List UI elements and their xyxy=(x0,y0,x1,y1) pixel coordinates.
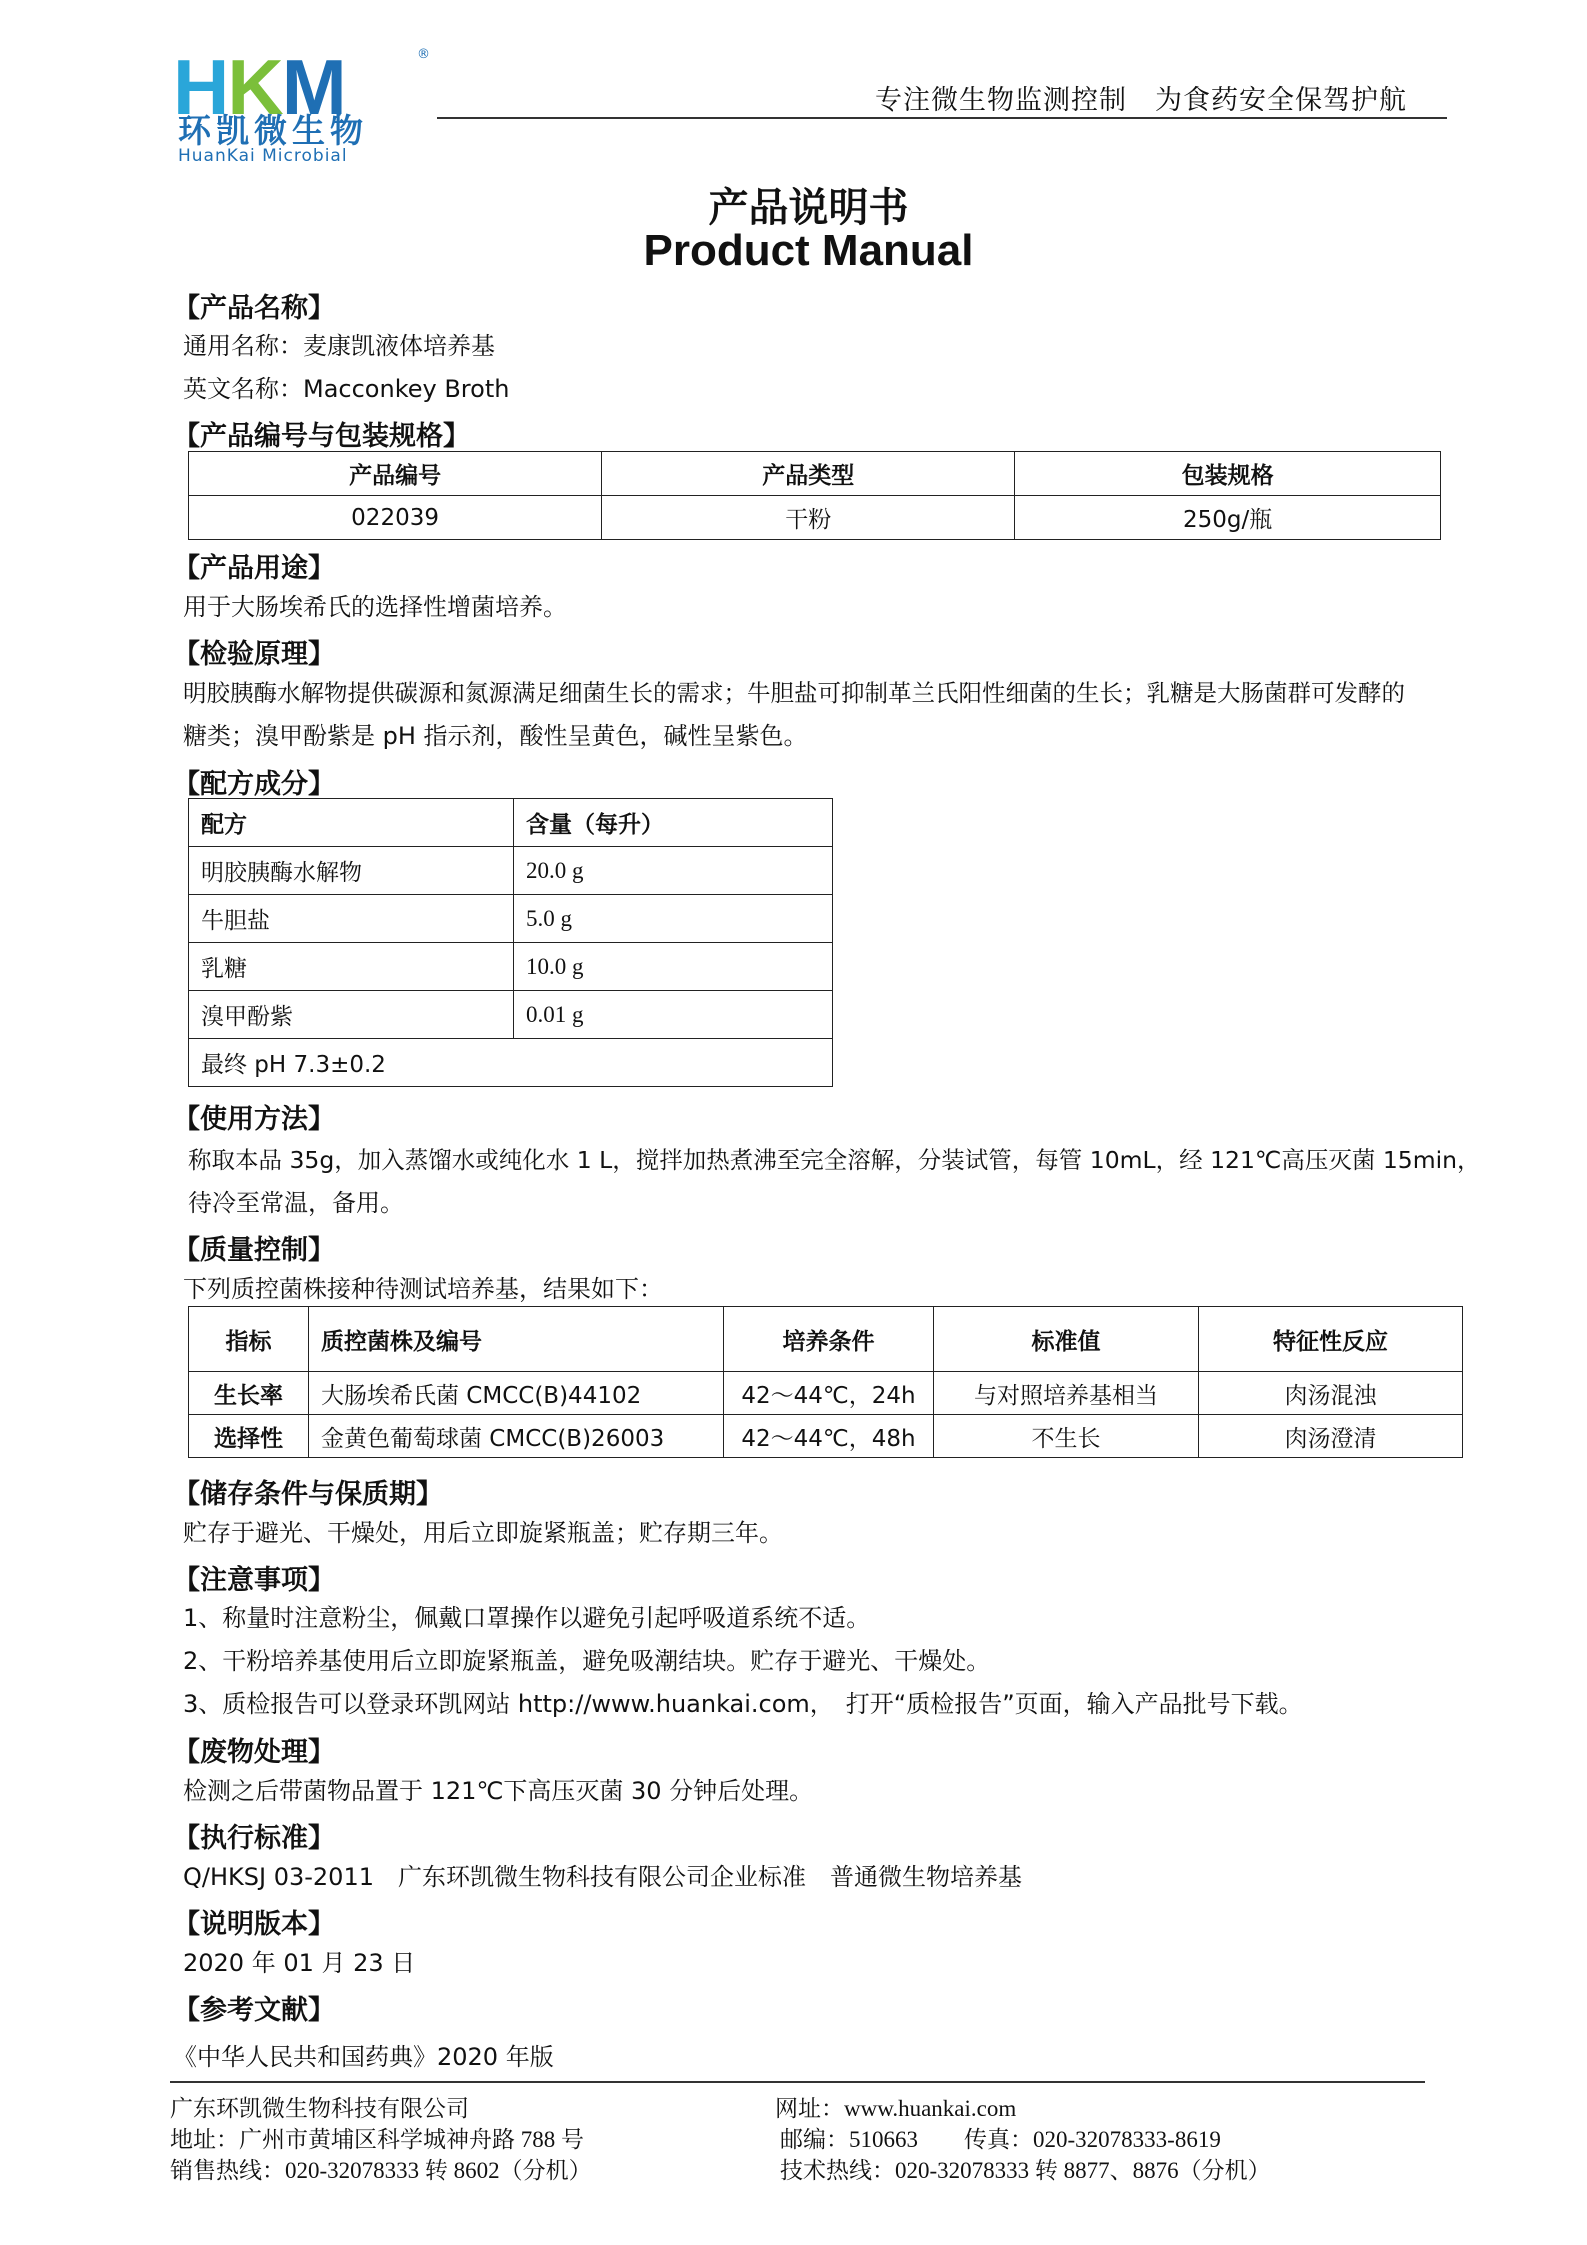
table-row xyxy=(189,847,833,895)
ingredient-amount: 20.0 g xyxy=(514,847,833,895)
table-header-cell: 配方 xyxy=(189,799,514,847)
section-heading-name: 【产品名称】 xyxy=(173,293,335,324)
ingredient-name: 乳糖 xyxy=(189,943,514,991)
qc-index: 选择性 xyxy=(189,1415,309,1458)
principle-line-2: 糖类；溴甲酚紫是 pH 指示剂，酸性呈黄色，碱性呈紫色。 xyxy=(183,722,808,750)
qc-standard: 不生长 xyxy=(934,1415,1199,1458)
qc-standard: 与对照培养基相当 xyxy=(934,1372,1199,1415)
qc-table xyxy=(188,1306,1463,1458)
table-header-row xyxy=(189,1307,1463,1372)
table-header-row xyxy=(189,799,833,847)
section-heading-storage: 【储存条件与保质期】 xyxy=(173,1479,443,1510)
principle-line-1: 明胶胰酶水解物提供碳源和氮源满足细菌生长的需求；牛胆盐可抑制革兰氏阳性细菌的生长；乳糖是大肠菌群可发酵的 xyxy=(183,679,1405,707)
final-ph: 最终 pH 7.3±0.2 xyxy=(189,1039,833,1087)
footer-sales-hotline: 销售热线：020-32078333 转 8602（分机） xyxy=(170,2158,592,2183)
table-header-cell: 质控菌株及编号 xyxy=(309,1307,724,1372)
ingredient-name: 溴甲酚紫 xyxy=(189,991,514,1039)
ingredient-amount: 5.0 g xyxy=(514,895,833,943)
package-spec: 250g/瓶 xyxy=(1015,496,1441,540)
note-item-2: 2、干粉培养基使用后立即旋紧瓶盖，避免吸潮结块。贮存于避光、干燥处。 xyxy=(183,1647,991,1675)
qc-reaction: 肉汤澄清 xyxy=(1199,1415,1463,1458)
table-row xyxy=(189,1039,833,1087)
table-header-cell: 培养条件 xyxy=(724,1307,934,1372)
product-type: 干粉 xyxy=(602,496,1015,540)
table-header-cell: 包装规格 xyxy=(1015,452,1441,496)
table-header-cell: 含量（每升） xyxy=(514,799,833,847)
note-item-3: 3、质检报告可以登录环凯网站 http://www.huankai.com， 打开“质检报告”页面，输入产品批号下载。 xyxy=(183,1690,1303,1718)
table-row xyxy=(189,496,1441,540)
section-heading-formula: 【配方成分】 xyxy=(173,769,335,800)
generic-name: 通用名称：麦康凯液体培养基 xyxy=(183,332,495,360)
title-chinese: 产品说明书 xyxy=(708,185,909,231)
ingredient-amount: 0.01 g xyxy=(514,991,833,1039)
method-line-2: 待冷至常温，备用。 xyxy=(188,1189,404,1217)
footer-website: 网址：www.huankai.com xyxy=(775,2096,1017,2121)
qc-reaction: 肉汤混浊 xyxy=(1199,1372,1463,1415)
product-code: 022039 xyxy=(189,496,602,540)
footer-postcode-fax: 邮编：510663 传真：020-32078333-8619 xyxy=(780,2127,1221,2152)
section-heading-version: 【说明版本】 xyxy=(173,1909,335,1940)
section-heading-standard: 【执行标准】 xyxy=(173,1823,335,1854)
table-row xyxy=(189,895,833,943)
ingredient-name: 牛胆盐 xyxy=(189,895,514,943)
table-header-cell: 指标 xyxy=(189,1307,309,1372)
version-date: 2020 年 01 月 23 日 xyxy=(183,1949,416,1977)
section-heading-principle: 【检验原理】 xyxy=(173,639,335,670)
table-row xyxy=(189,943,833,991)
qc-index: 生长率 xyxy=(189,1372,309,1415)
spec-table xyxy=(188,451,1441,540)
logo-english-name: HuanKai Microbial xyxy=(178,146,348,166)
waste-text: 检测之后带菌物品置于 121℃下高压灭菌 30 分钟后处理。 xyxy=(183,1777,814,1805)
table-row xyxy=(189,1415,1463,1458)
logo-chinese-name: 环凯微生物 xyxy=(178,111,368,150)
usage-text: 用于大肠埃希氏的选择性增菌培养。 xyxy=(183,593,567,621)
table-header-cell: 标准值 xyxy=(934,1307,1199,1372)
table-row xyxy=(189,991,833,1039)
qc-strain: 大肠埃希氏菌 CMCC(B)44102 xyxy=(309,1372,724,1415)
ingredient-amount: 10.0 g xyxy=(514,943,833,991)
table-header-cell: 产品类型 xyxy=(602,452,1015,496)
header-slogan: 专注微生物监测控制 为食药安全保驾护航 xyxy=(875,85,1407,116)
note-item-1: 1、称量时注意粉尘，佩戴口罩操作以避免引起呼吸道系统不适。 xyxy=(183,1604,871,1632)
table-header-cell: 特征性反应 xyxy=(1199,1307,1463,1372)
footer-address: 地址：广州市黄埔区科学城神舟路 788 号 xyxy=(170,2127,584,2152)
logo-letter-h: H xyxy=(173,43,228,131)
table-header-row xyxy=(189,452,1441,496)
formula-table xyxy=(188,798,833,1087)
footer-company: 广东环凯微生物科技有限公司 xyxy=(170,2096,469,2121)
section-heading-spec: 【产品编号与包装规格】 xyxy=(173,421,470,452)
section-heading-method: 【使用方法】 xyxy=(173,1104,335,1135)
english-name: 英文名称：Macconkey Broth xyxy=(183,375,510,403)
method-line-1: 称取本品 35g，加入蒸馏水或纯化水 1 L，搅拌加热煮沸至完全溶解，分装试管，每管 10mL，经 121℃高压灭菌 15min， xyxy=(188,1146,1481,1174)
section-heading-qc: 【质量控制】 xyxy=(173,1235,335,1266)
footer-tech-hotline: 技术热线：020-32078333 转 8877、8876（分机） xyxy=(780,2158,1271,2183)
footer-divider xyxy=(170,2081,1425,2083)
qc-condition: 42～44℃，48h xyxy=(724,1415,934,1458)
table-row xyxy=(189,1372,1463,1415)
reference-text: 《中华人民共和国药典》2020 年版 xyxy=(173,2043,554,2071)
logo-letter-k: K xyxy=(227,43,282,131)
qc-intro: 下列质控菌株接种待测试培养基，结果如下： xyxy=(183,1275,663,1303)
standard-text: Q/HKSJ 03-2011 广东环凯微生物科技有限公司企业标准 普通微生物培养基 xyxy=(183,1863,1022,1891)
section-heading-usage: 【产品用途】 xyxy=(173,553,335,584)
header-divider xyxy=(437,117,1447,119)
title-english: Product Manual xyxy=(643,226,974,275)
qc-strain: 金黄色葡萄球菌 CMCC(B)26003 xyxy=(309,1415,724,1458)
ingredient-name: 明胶胰酶水解物 xyxy=(189,847,514,895)
section-heading-notes: 【注意事项】 xyxy=(173,1565,335,1596)
section-heading-waste: 【废物处理】 xyxy=(173,1737,335,1768)
logo-letter-m: M xyxy=(281,43,345,131)
table-header-cell: 产品编号 xyxy=(189,452,602,496)
registered-mark: ® xyxy=(417,47,430,62)
storage-text: 贮存于避光、干燥处，用后立即旋紧瓶盖；贮存期三年。 xyxy=(183,1519,783,1547)
section-heading-references: 【参考文献】 xyxy=(173,1995,335,2026)
qc-condition: 42～44℃，24h xyxy=(724,1372,934,1415)
